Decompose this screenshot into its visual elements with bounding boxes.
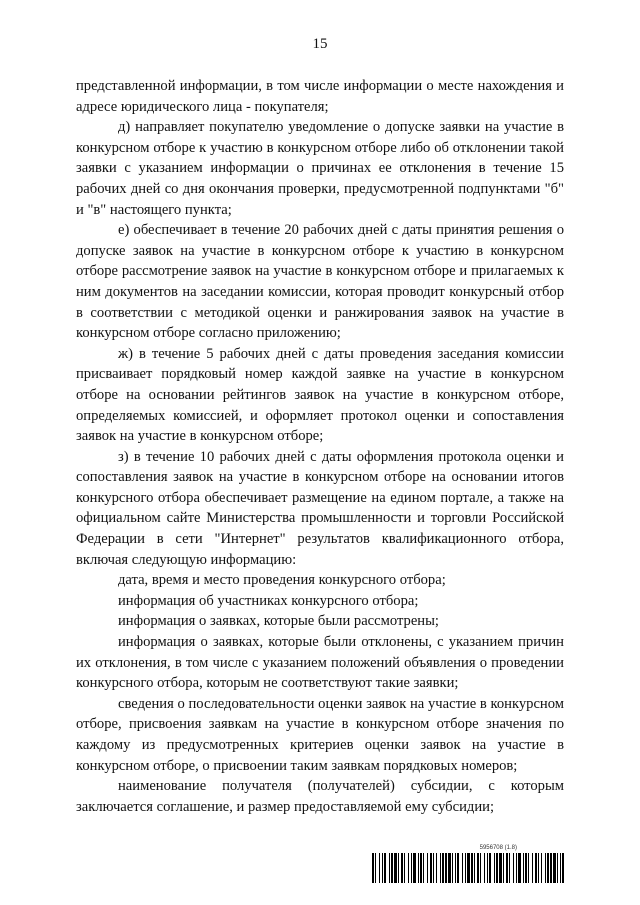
paragraph: информация о заявках, которые были рассмотрены;	[118, 613, 439, 630]
document-body	[76, 76, 564, 817]
paragraph: представленной информации, в том числе информации о месте нахождения и адресе юридического лица - покупателя;	[76, 78, 564, 115]
paragraph: е) обеспечивает в течение 20 рабочих дней с даты принятия решения о допуске заявок на участие в конкурсном отборе к участию в конкурсном отборе рассмотрение заявок на участие в конкурсном отборе и прилагаемых к ним документов на заседании комиссии, которая проводит конкурсный отбор в соответствии с методикой оценки и ранжирования заявок на участие в конкурсном отборе согласно приложению;	[76, 222, 564, 342]
paragraph: дата, время и место проведения конкурсного отбора;	[118, 572, 446, 589]
document-footer	[372, 845, 567, 883]
paragraph: сведения о последовательности оценки заявок на участие в конкурсном отборе, присвоения заявкам на участие в конкурсном отборе значения по каждому из предусмотренных критериев оценки заявок на участие в конкурсном отборе, о присвоении таким заявкам порядковых номеров;	[76, 695, 564, 774]
paragraph: информация об участниках конкурсного отбора;	[118, 592, 419, 609]
barcode-icon	[372, 853, 567, 883]
paragraph: д) направляет покупателю уведомление о допуске заявки на участие в конкурсном отборе к участию в конкурсном отборе либо об отклонении такой заявки с указанием информации о причинах ее отклонения в течение 15 рабочих дней со дня окончания проверки, предусмотренной подпунктами "б" и "в" настоящего пункта;	[76, 119, 564, 218]
paragraph: наименование получателя (получателей) субсидии, с которым заключается соглашение, и размер предоставляемой ему субсидии;	[76, 778, 564, 815]
page-number: 15	[312, 36, 328, 52]
paragraph: ж) в течение 5 рабочих дней с даты проведения заседания комиссии присваивает порядковый номер каждой заявке на участие в конкурсном отборе на основании рейтингов заявок на участие в конкурсном отборе, определяемых комиссией, и оформляет протокол оценки и сопоставления заявок на участие в конкурсном отборе;	[76, 345, 564, 445]
paragraph: информация о заявках, которые были отклонены, с указанием причин их отклонения, в том числе с указанием положений объявления о проведении конкурсного отбора, которым не соответствуют такие заявки;	[76, 634, 564, 692]
document-id: 5956708 (1.8)	[479, 845, 517, 851]
paragraph: з) в течение 10 рабочих дней с даты оформления протокола оценки и сопоставления заявок на участие в конкурсном отборе на основании итогов конкурсного отбора обеспечивает размещение на едином портале, а также на официальном сайте Министерства промышленности и торговли Российской Федерации в сети "Интернет" результатов квалификационного отбора, включая следующую информацию:	[76, 448, 564, 568]
